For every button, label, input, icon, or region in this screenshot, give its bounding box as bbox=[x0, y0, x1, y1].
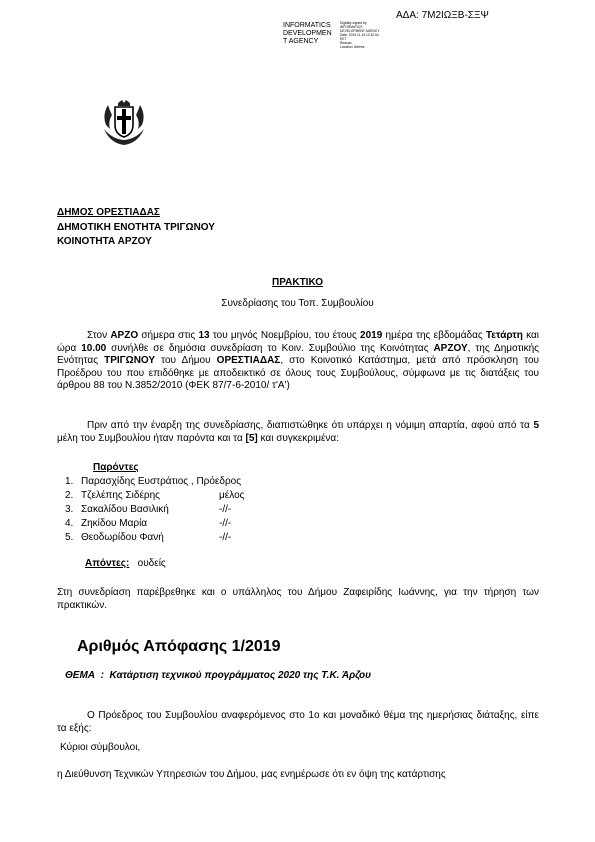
salutation: Κύριοι σύμβουλοι, bbox=[60, 742, 141, 753]
list-item: 4. Ζηκίδου Μαρία -//- bbox=[65, 518, 232, 529]
decision-number: Αριθμός Απόφασης 1/2019 bbox=[77, 638, 281, 655]
signature-org: INFORMATICS DEVELOPMEN T AGENCY bbox=[283, 22, 332, 45]
municipal-unit: ΔΗΜΟΤΙΚΗ ΕΝΟΤΗΤΑ ΤΡΙΓΩΝΟΥ bbox=[57, 222, 215, 233]
quorum-paragraph: Πριν από την έναρξη της συνεδρίασης, διαπιστώθηκε ότι υπάρχει η νόμιμη απαρτία, αφού από τα 5 μέλη του Συμβουλίου ήταν παρόντα και τα [5] και συγκεκριμένα: bbox=[57, 420, 539, 444]
document-title: ΠΡΑΚΤΙΚΟ bbox=[271, 277, 324, 288]
absent-line: Απόντες: ουδείς bbox=[85, 558, 166, 569]
list-item: 5. Θεοδωρίδου Φανή -//- bbox=[65, 532, 232, 543]
body-paragraph: Ο Πρόεδρος του Συμβουλίου αναφερόμενος στο 1ο και μοναδικό θέμα της ημερήσιας διάταξης, είπε τα εξής: bbox=[57, 710, 539, 734]
coat-of-arms-icon bbox=[100, 97, 148, 147]
community-name: ΚΟΙΝΟΤΗΤΑ ΑΡΖΟΥ bbox=[57, 236, 152, 247]
body-paragraph: η Διεύθυνση Τεχνικών Υπηρεσιών του Δήμου, μας ενημέρωσε ότι εν όψη της κατάρτισης bbox=[57, 769, 446, 780]
municipality-name: ΔΗΜΟΣ ΟΡΕΣΤΙΑΔΑΣ bbox=[57, 207, 160, 218]
subject-line: ΘΕΜΑ : Κατάρτιση τεχνικού προγράμματος 2020 της Τ.Κ. Άρζου bbox=[65, 670, 371, 681]
list-item: 1. Παρασχίδης Ευστράτιος , Πρόεδρος bbox=[65, 476, 242, 487]
ada-code: ΑΔΑ: 7Μ2ΙΩΞΒ-ΣΞΨ bbox=[396, 10, 489, 21]
signature-details: Digitally signed by INFORMATICS DEVELOPMENT AGENCY Date: 2019.11.19 12:32:54 EET Reason: Location: Athens bbox=[340, 21, 380, 49]
secretary-paragraph: Στη συνεδρίαση παρέβρεθηκε και ο υπάλληλος του Δήμου Ζαφειρίδης Ιωάννης, για την τήρηση των πρακτικών. bbox=[57, 587, 539, 611]
intro-paragraph: Στον ΑΡΖΟ σήμερα στις 13 του μηνός Νοεμβρίου, του έτους 2019 ημέρα της εβδομάδας Τετάρτη και ώρα 10.00 συνήλθε σε δημόσια συνεδρίαση το Κοιν. Συμβούλιο της Κοινότητας ΑΡΖΟΥ, της Δημοτικής Ενότητας ΤΡΙΓΩΝΟΥ του Δήμου ΟΡΕΣΤΙΑΔΑΣ, στο Κοινοτικό Κατάστημα, μετά από πρόσκληση του Προέδρου του που επιδόθηκε με αποδεικτικό σε όλους τους Συμβούλους, σύμφωνα με τις διατάξεις του άρθρου 88 του Ν.3852/2010 (ΦΕΚ 87/7-6-2010/ τ'Α') bbox=[57, 330, 540, 391]
list-item: 2. Τζελέπης Σιδέρης μέλος bbox=[65, 490, 245, 501]
present-label: Παρόντες bbox=[93, 462, 139, 473]
list-item: 3. Σακαλίδου Βασιλική -//- bbox=[65, 504, 232, 515]
document-subtitle: Συνεδρίασης του Τοπ. Συμβουλίου bbox=[221, 298, 374, 309]
